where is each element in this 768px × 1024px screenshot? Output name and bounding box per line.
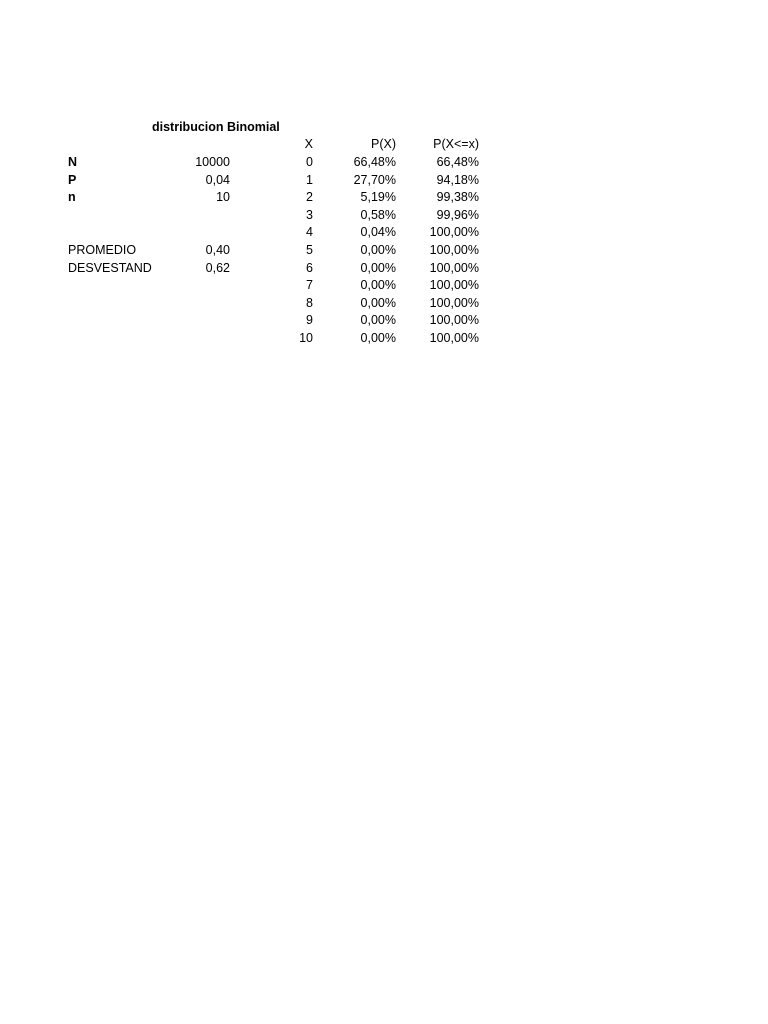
stat-label-promedio: PROMEDIO <box>68 243 137 257</box>
param-value-n: 10 <box>216 190 230 204</box>
cell-x: 2 <box>306 190 313 205</box>
cell-px: 0,04% <box>360 225 396 240</box>
cell-cumulative: 99,96% <box>436 207 479 222</box>
cell-cumulative: 66,48% <box>436 155 479 169</box>
cell-x: 9 <box>306 313 313 328</box>
cell-cumulative: 100,00% <box>429 278 479 293</box>
stat-value-promedio: 0,40 <box>205 243 230 257</box>
cell-cumulative: 100,00% <box>429 243 479 257</box>
cell-px: 0,00% <box>360 260 396 275</box>
cell-cumulative: 100,00% <box>429 295 479 310</box>
sheet-title: distribucion Binomial <box>152 120 280 134</box>
cell-cumulative: 100,00% <box>429 313 479 328</box>
cell-px: 27,70% <box>353 172 396 187</box>
cell-cumulative: 100,00% <box>429 225 479 240</box>
cell-x: 1 <box>306 172 313 187</box>
cell-cumulative: 94,18% <box>436 172 479 187</box>
param-label-P: P <box>68 173 77 187</box>
cell-px: 0,00% <box>360 331 396 345</box>
cell-cumulative: 100,00% <box>429 331 479 345</box>
cell-x: 10 <box>299 331 313 345</box>
cell-cumulative: 99,38% <box>436 190 479 205</box>
cell-x: 0 <box>306 155 313 169</box>
param-value-P: 0,04 <box>205 173 230 187</box>
param-label-n: n <box>68 190 76 204</box>
cell-px: 0,00% <box>360 278 396 293</box>
stat-label-desvestand: DESVESTAND <box>68 261 152 275</box>
cell-cumulative: 100,00% <box>429 260 479 275</box>
cell-px: 66,48% <box>353 155 396 169</box>
cell-x: 3 <box>306 207 313 222</box>
param-value-N: 10000 <box>195 155 230 169</box>
cell-x: 7 <box>306 278 313 293</box>
cell-px: 0,00% <box>360 313 396 328</box>
cell-px: 0,58% <box>360 207 396 222</box>
cell-x: 4 <box>306 225 313 240</box>
cell-px: 5,19% <box>360 190 396 205</box>
header-px: P(X) <box>371 137 396 151</box>
cell-x: 5 <box>306 243 313 257</box>
stat-value-desvestand: 0,62 <box>205 261 230 275</box>
header-cumulative: P(X<=x) <box>433 137 479 151</box>
cell-px: 0,00% <box>360 295 396 310</box>
cell-x: 6 <box>306 260 313 275</box>
cell-x: 8 <box>306 295 313 310</box>
header-x: X <box>304 137 313 151</box>
cell-px: 0,00% <box>360 243 396 257</box>
param-label-N: N <box>68 155 78 169</box>
